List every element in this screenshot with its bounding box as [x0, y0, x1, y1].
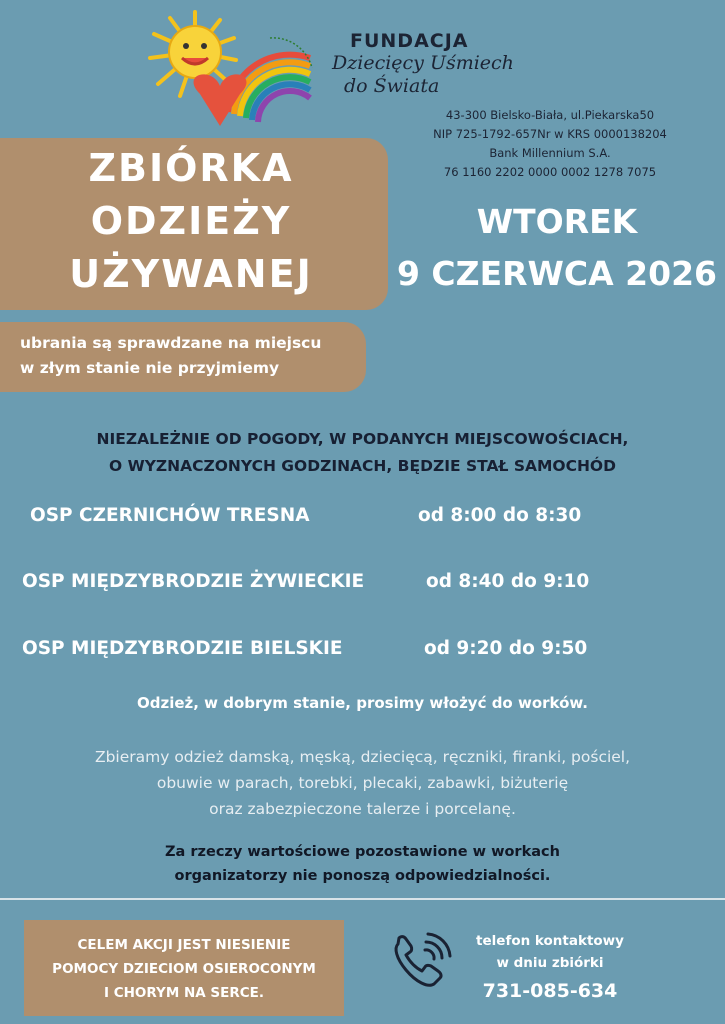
address: 43-300 Bielsko-Biała, ul.Piekarska50 — [445, 108, 655, 122]
bags-instruction: Odzież, w dobrym stanie, prosimy włożyć do worków. — [137, 694, 588, 712]
foundation-name-block — [332, 30, 532, 98]
schedule-place-3: OSP MIĘDZYBRODZIE BIELSKIE — [22, 638, 343, 659]
title-line-2: ODZIEŻY — [90, 199, 292, 243]
vehicle-info — [0, 426, 725, 480]
title-line-1: ZBIÓRKA — [88, 146, 294, 190]
contact-label-1: telefon kontaktowy — [476, 933, 624, 949]
event-date — [392, 196, 722, 300]
note-line-2: w złym stanie nie przyjmiemy — [20, 359, 280, 377]
items-line-3: oraz zabezpieczone talerze i porcelanę. — [209, 800, 516, 818]
divider — [0, 898, 725, 900]
foundation-subname-2: do Świata — [344, 75, 440, 97]
items-line-2: obuwie w parach, torebki, plecaki, zabawki, biżuterię — [156, 774, 569, 792]
info-line-1: NIEZALEŻNIE OD POGODY, W PODANYCH MIEJSCOWOŚCIACH, — [96, 430, 629, 448]
phone-icon — [388, 930, 458, 992]
event-title — [0, 142, 382, 301]
event-full-date: 9 CZERWCA 2026 — [396, 254, 718, 293]
foundation-subname-1: Dziecięcy Uśmiech — [332, 52, 514, 74]
aim-line-2: POMOCY DZIECIOM OSIEROCONYM — [52, 961, 316, 977]
foundation-name: FUNDACJA — [350, 30, 469, 52]
registry: NIP 725-1792-657Nr w KRS 0000138204 — [433, 127, 667, 141]
responsibility-note — [0, 840, 725, 888]
info-line-2: O WYZNACZONYCH GODZINACH, BĘDZIE STAŁ SAMOCHÓD — [109, 457, 616, 475]
event-day: WTOREK — [476, 202, 638, 241]
schedule-time-2: od 8:40 do 9:10 — [426, 571, 590, 592]
aim-box — [24, 920, 344, 1016]
schedule-time-3: od 9:20 do 9:50 — [424, 638, 588, 659]
contact-label-2: w dniu zbiórki — [496, 955, 604, 971]
note-line-1: ubrania są sprawdzane na miejscu — [20, 334, 322, 352]
title-line-3: UŻYWANEJ — [69, 252, 313, 296]
contact-block — [460, 930, 640, 1002]
accepted-items — [0, 744, 725, 822]
schedule-place-2: OSP MIĘDZYBRODZIE ŻYWIECKIE — [22, 571, 365, 592]
aim-line-1: CELEM AKCJI JEST NIESIENIE — [77, 937, 291, 953]
inspection-note-box — [0, 322, 366, 392]
resp-line-2: organizatorzy nie ponoszą odpowiedzialności. — [174, 868, 551, 884]
contact-phone[interactable]: 731-085-634 — [482, 980, 618, 1002]
schedule-place-1: OSP CZERNICHÓW TRESNA — [30, 505, 310, 526]
foundation-details — [400, 106, 700, 182]
account-number: 76 1160 2202 0000 0002 1278 7075 — [443, 165, 657, 179]
aim-line-3: I CHORYM NA SERCE. — [103, 985, 265, 1001]
schedule-time-1: od 8:00 do 8:30 — [418, 505, 582, 526]
bank: Bank Millennium S.A. — [489, 146, 611, 160]
foundation-logo — [140, 8, 320, 132]
resp-line-1: Za rzeczy wartościowe pozostawione w workach — [165, 844, 560, 860]
items-line-1: Zbieramy odzież damską, męską, dziecięcą, ręczniki, firanki, pościel, — [94, 748, 631, 766]
